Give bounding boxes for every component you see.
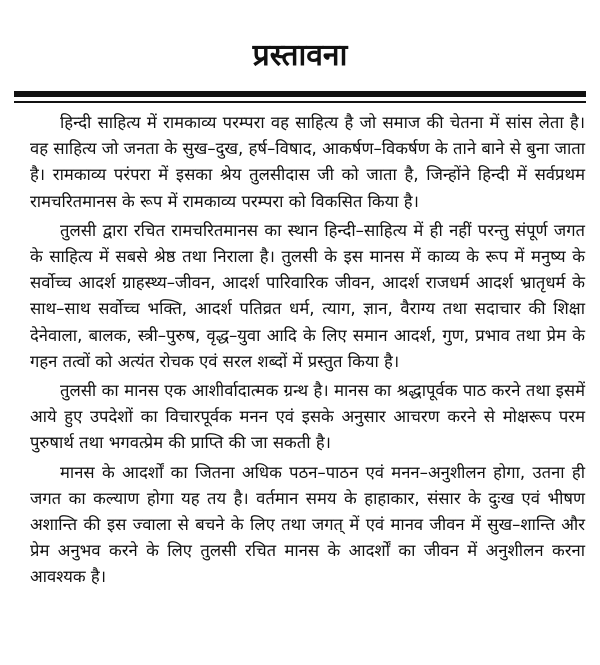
paragraph-4: मानस के आदर्शों का जितना अधिक पठन–पाठन एवं मनन–अनुशीलन होगा, उतना ही जगत का कल्याण होगा यह तय है। वर्तमान समय के हाहाकार, संसार के दुःख एवं भीषण अशान्ति की इस ज्वाला से बचने के लिए तथा जगत् में एवं मानव जीवन में सुख–शान्ति और प्रेम अनुभव करने के लिए तुलसी रचित मानस के आदर्शों का जीवन में अनुशीलन करना आवश्यक है। (30, 462, 585, 587)
paragraph-3: तुलसी का मानस एक आशीर्वादात्मक ग्रन्थ है। मानस का श्रद्धापूर्वक पाठ करने तथा इसमें आये हुए उपदेशों का विचारपूर्वक मनन एवं इसके अनुसार आचरण करने से मोक्षरूप परम पुरुषार्थ तथा भगवत्प्रेम की प्राप्ति की जा सकती है। (30, 381, 585, 453)
paragraph-2: तुलसी द्वारा रचित रामचरितमानस का स्थान हिन्दी–साहित्य में ही नहीं परन्तु संपूर्ण जगत के साहित्य में सबसे श्रेष्ठ तथा निराला है। तुलसी के इस मानस में काव्य के रूप में मनुष्य के सर्वोच्च आदर्श ग्राहस्थ्य–जीवन, आदर्श पारिवारिक जीवन, आदर्श राजधर्म आदर्श भ्रातृधर्म के साथ–साथ सर्वोच्च भक्ति, आदर्श पतिव्रत धर्म, त्याग, ज्ञान, वैराग्य तथा सदाचार की शिक्षा देनेवाला, बालक, स्त्री–पुरुष, वृद्ध–युवा आदि के लिए समान आदर्श, गुण, प्रभाव तथा प्रेम के गहन तत्वों को अत्यंत रोचक एवं सरल शब्दों में प्रस्तुत किया है। (30, 220, 585, 371)
paragraph-1: हिन्दी साहित्य में रामकाव्य परम्परा वह साहित्य है जो समाज की चेतना में सांस लेता है। वह साहित्य जो जनता के सुख–दुख, हर्ष–विषाद, आकर्षण–विकर्षण के ताने बाने से बुना जाता है। रामकाव्य परंपरा में इसका श्रेय तुलसीदास जी को जाता है, जिन्होंने हिन्दी में सर्वप्रथम रामचरितमानस के रूप में रामकाव्य परम्परा को विकसित किया है। (30, 113, 585, 211)
page-title: प्रस्तावना (252, 38, 348, 73)
title-underline-thin (14, 101, 586, 103)
body-text (30, 110, 585, 594)
title-underline-thick (14, 91, 586, 97)
